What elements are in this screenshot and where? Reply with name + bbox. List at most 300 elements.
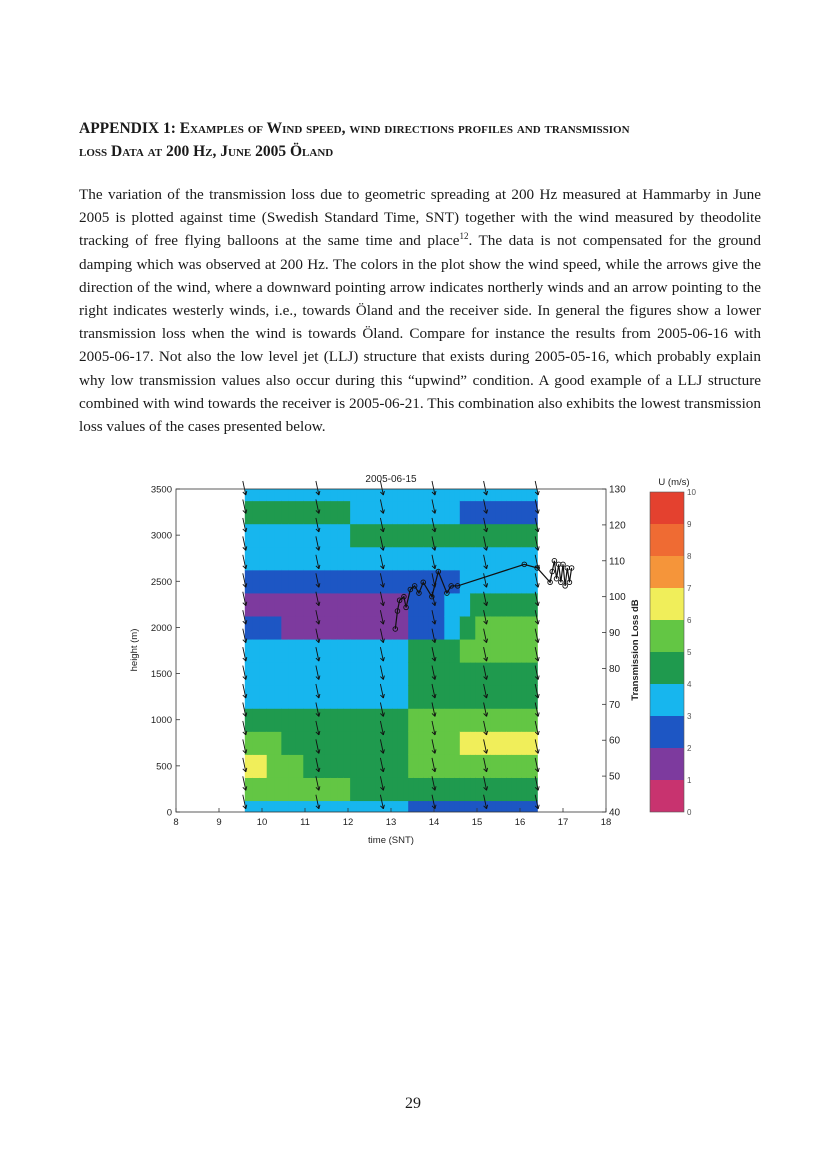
- wind-speed-cell: [303, 570, 311, 594]
- colorbar-cell: [650, 556, 684, 588]
- wind-speed-cell: [388, 777, 394, 801]
- wind-speed-cell: [506, 570, 512, 594]
- wind-speed-cell: [357, 489, 364, 501]
- wind-speed-cell: [511, 524, 517, 548]
- y2-tick-label: 40: [609, 807, 621, 819]
- wind-speed-cell: [281, 547, 289, 571]
- wind-speed-cell: [303, 639, 311, 663]
- wind-speed-cell: [517, 685, 523, 709]
- wind-speed-cell: [444, 777, 450, 801]
- wind-transmission-figure: [110, 462, 730, 862]
- colorbar-tick-label: 9: [687, 520, 692, 529]
- wind-speed-cell: [324, 501, 331, 525]
- wind-speed-cell: [267, 708, 275, 732]
- wind-speed-cell: [511, 685, 517, 709]
- wind-speed-cell: [281, 570, 289, 594]
- wind-speed-cell: [496, 524, 502, 548]
- wind-speed-cell: [460, 639, 466, 663]
- wind-speed-cell: [252, 662, 260, 686]
- wind-speed-cell: [259, 800, 267, 812]
- wind-speed-cell: [449, 685, 455, 709]
- wind-speed-cell: [517, 616, 523, 640]
- wind-speed-cell: [501, 708, 507, 732]
- body-paragraph: [79, 183, 761, 438]
- wind-speed-cell: [363, 501, 370, 525]
- wind-speed-cell: [501, 547, 507, 571]
- wind-speed-cell: [289, 800, 297, 812]
- wind-speed-cell: [337, 708, 344, 732]
- wind-speed-cell: [267, 800, 275, 812]
- wind-speed-cell: [259, 501, 267, 525]
- wind-speed-cell: [491, 639, 497, 663]
- wind-speed-cell: [344, 616, 351, 640]
- wind-speed-cell: [281, 593, 289, 617]
- wind-speed-cell: [363, 685, 370, 709]
- colorbar-tick-label: 4: [687, 680, 692, 689]
- wind-speed-cell: [413, 685, 419, 709]
- wind-speed-cell: [267, 685, 275, 709]
- wind-speed-cell: [311, 489, 319, 501]
- wind-speed-cell: [370, 708, 377, 732]
- wind-speed-cell: [388, 662, 394, 686]
- wind-speed-cell: [393, 731, 399, 755]
- wind-speed-cell: [267, 547, 275, 571]
- wind-speed-cell: [486, 616, 492, 640]
- wind-speed-cell: [357, 593, 364, 617]
- x-tick-label: 10: [256, 817, 268, 828]
- wind-speed-cell: [370, 662, 377, 686]
- y2-tick-label: 50: [609, 771, 621, 783]
- wind-speed-cell: [252, 616, 260, 640]
- wind-speed-cell: [486, 754, 492, 778]
- wind-speed-cell: [259, 731, 267, 755]
- wind-speed-cell: [517, 800, 523, 812]
- wind-speed-cell: [318, 489, 325, 501]
- wind-speed-cell: [465, 685, 471, 709]
- wind-speed-cell: [303, 708, 311, 732]
- wind-speed-cell: [296, 708, 304, 732]
- wind-speed-cell: [501, 777, 507, 801]
- wind-speed-cell: [506, 662, 512, 686]
- wind-speed-cell: [331, 570, 338, 594]
- appendix-heading: [79, 117, 759, 163]
- wind-speed-cell: [303, 731, 311, 755]
- wind-speed-cell: [470, 708, 476, 732]
- colorbar-tick-label: 10: [687, 488, 696, 497]
- wind-speed-cell: [413, 731, 419, 755]
- wind-speed-cell: [491, 593, 497, 617]
- wind-speed-cell: [296, 777, 304, 801]
- wind-speed-cell: [465, 616, 471, 640]
- wind-speed-cell: [491, 489, 497, 501]
- wind-speed-cell: [496, 731, 502, 755]
- wind-speed-cell: [408, 547, 414, 571]
- wind-speed-cell: [289, 662, 297, 686]
- wind-speed-cell: [511, 800, 517, 812]
- wind-speed-cell: [259, 662, 267, 686]
- wind-speed-cell: [267, 754, 275, 778]
- wind-speed-cell: [475, 800, 481, 812]
- wind-speed-cell: [350, 489, 357, 501]
- wind-speed-cell: [363, 593, 370, 617]
- wind-speed-cell: [480, 731, 486, 755]
- wind-speed-cell: [393, 547, 399, 571]
- wind-speed-cell: [455, 708, 461, 732]
- wind-speed-cell: [370, 547, 377, 571]
- wind-speed-cell: [337, 489, 344, 501]
- wind-speed-cell: [470, 662, 476, 686]
- wind-speed-cell: [344, 708, 351, 732]
- wind-speed-cell: [455, 547, 461, 571]
- wind-speed-cell: [408, 570, 414, 594]
- wind-speed-cell: [424, 731, 430, 755]
- wind-speed-cell: [274, 501, 282, 525]
- wind-speed-cell: [318, 662, 325, 686]
- wind-speed-cell: [370, 731, 377, 755]
- wind-speed-cell: [331, 800, 338, 812]
- wind-speed-cell: [419, 616, 425, 640]
- wind-speed-cell: [449, 777, 455, 801]
- wind-speed-cell: [408, 685, 414, 709]
- wind-speed-cell: [388, 731, 394, 755]
- wind-speed-cell: [303, 754, 311, 778]
- wind-speed-cell: [413, 570, 419, 594]
- wind-speed-cell: [517, 754, 523, 778]
- wind-speed-cell: [506, 501, 512, 525]
- wind-speed-cell: [296, 524, 304, 548]
- wind-speed-cell: [501, 662, 507, 686]
- wind-speed-cell: [296, 501, 304, 525]
- wind-speed-cell: [259, 708, 267, 732]
- wind-speed-cell: [475, 639, 481, 663]
- wind-speed-cell: [475, 777, 481, 801]
- x-tick-label: 8: [173, 817, 179, 828]
- wind-speed-cell: [303, 662, 311, 686]
- wind-speed-cell: [363, 547, 370, 571]
- wind-speed-cell: [475, 489, 481, 501]
- wind-speed-cell: [388, 524, 394, 548]
- wind-speed-cell: [475, 570, 481, 594]
- wind-speed-cell: [408, 800, 414, 812]
- wind-speed-cell: [398, 731, 404, 755]
- wind-speed-cell: [331, 489, 338, 501]
- wind-speed-cell: [517, 593, 523, 617]
- wind-speed-cell: [318, 524, 325, 548]
- wind-speed-cell: [376, 489, 383, 501]
- wind-speed-cell: [522, 501, 528, 525]
- wind-speed-cell: [465, 731, 471, 755]
- wind-speed-cell: [475, 731, 481, 755]
- wind-speed-cell: [506, 616, 512, 640]
- wind-speed-cell: [527, 616, 533, 640]
- wind-speed-cell: [501, 731, 507, 755]
- wind-speed-cell: [455, 593, 461, 617]
- wind-speed-cell: [496, 639, 502, 663]
- wind-speed-cell: [388, 800, 394, 812]
- wind-speed-cell: [449, 616, 455, 640]
- wind-speed-cell: [424, 662, 430, 686]
- wind-speed-cell: [491, 777, 497, 801]
- wind-speed-cell: [517, 777, 523, 801]
- wind-speed-cell: [439, 708, 445, 732]
- wind-speed-cell: [393, 570, 399, 594]
- wind-speed-cell: [267, 570, 275, 594]
- wind-speed-cell: [439, 777, 445, 801]
- wind-speed-cell: [496, 800, 502, 812]
- y2-tick-label: 100: [609, 592, 626, 604]
- wind-speed-cell: [393, 662, 399, 686]
- wind-speed-cell: [388, 754, 394, 778]
- wind-speed-cell: [331, 708, 338, 732]
- wind-speed-cell: [344, 524, 351, 548]
- wind-speed-cell: [424, 708, 430, 732]
- wind-speed-cell: [449, 754, 455, 778]
- wind-speed-cell: [413, 616, 419, 640]
- wind-speed-cell: [403, 524, 409, 548]
- wind-speed-cell: [465, 800, 471, 812]
- wind-speed-cell: [252, 593, 260, 617]
- wind-speed-cell: [344, 685, 351, 709]
- wind-speed-cell: [357, 501, 364, 525]
- wind-speed-cell: [517, 524, 523, 548]
- wind-speed-cell: [419, 639, 425, 663]
- y2-tick-label: 90: [609, 628, 621, 640]
- wind-speed-cell: [331, 685, 338, 709]
- wind-speed-cell: [281, 731, 289, 755]
- wind-speed-cell: [274, 708, 282, 732]
- wind-speed-cell: [289, 524, 297, 548]
- wind-speed-cell: [486, 708, 492, 732]
- y-axis-label: height (m): [129, 628, 140, 672]
- wind-speed-cell: [393, 800, 399, 812]
- wind-speed-cell: [274, 685, 282, 709]
- wind-speed-cell: [281, 616, 289, 640]
- wind-speed-cell: [475, 547, 481, 571]
- wind-speed-cell: [259, 754, 267, 778]
- wind-speed-cell: [506, 685, 512, 709]
- wind-speed-cell: [449, 547, 455, 571]
- wind-speed-cell: [444, 731, 450, 755]
- wind-speed-cell: [413, 800, 419, 812]
- wind-speed-cell: [289, 731, 297, 755]
- wind-speed-cell: [522, 639, 528, 663]
- wind-speed-cell: [460, 524, 466, 548]
- wind-speed-cell: [296, 731, 304, 755]
- wind-speed-cell: [370, 685, 377, 709]
- wind-speed-cell: [455, 639, 461, 663]
- wind-speed-cell: [337, 800, 344, 812]
- wind-speed-cell: [511, 754, 517, 778]
- wind-speed-cell: [363, 639, 370, 663]
- wind-speed-cell: [259, 547, 267, 571]
- wind-speed-cell: [413, 501, 419, 525]
- wind-speed-cell: [344, 501, 351, 525]
- wind-speed-cell: [281, 524, 289, 548]
- wind-speed-cell: [296, 662, 304, 686]
- wind-speed-cell: [324, 547, 331, 571]
- wind-speed-cell: [398, 800, 404, 812]
- wind-speed-cell: [393, 524, 399, 548]
- wind-speed-cell: [408, 662, 414, 686]
- wind-speed-cell: [527, 731, 533, 755]
- colorbar-cell: [650, 716, 684, 748]
- wind-speed-cell: [363, 616, 370, 640]
- wind-speed-cell: [388, 685, 394, 709]
- wind-speed-cell: [465, 547, 471, 571]
- wind-speed-cell: [449, 800, 455, 812]
- wind-speed-cell: [465, 593, 471, 617]
- wind-speed-cell: [331, 547, 338, 571]
- wind-speed-cell: [331, 731, 338, 755]
- wind-speed-cell: [337, 754, 344, 778]
- wind-speed-cell: [424, 501, 430, 525]
- wind-speed-cell: [350, 547, 357, 571]
- wind-speed-cell: [337, 662, 344, 686]
- wind-speed-cell: [496, 593, 502, 617]
- wind-speed-cell: [259, 616, 267, 640]
- wind-speed-cell: [363, 754, 370, 778]
- wind-speed-cell: [357, 547, 364, 571]
- y2-tick-label: 70: [609, 699, 621, 711]
- wind-speed-cell: [511, 570, 517, 594]
- wind-speed-cell: [281, 777, 289, 801]
- wind-speed-cell: [303, 489, 311, 501]
- wind-speed-cell: [424, 524, 430, 548]
- wind-speed-cell: [296, 754, 304, 778]
- wind-speed-cell: [439, 489, 445, 501]
- wind-speed-cell: [532, 731, 538, 755]
- wind-speed-cell: [267, 616, 275, 640]
- wind-speed-cell: [274, 777, 282, 801]
- wind-speed-cell: [370, 489, 377, 501]
- colorbar-tick-label: 6: [687, 616, 692, 625]
- colorbar-tick-label: 0: [687, 808, 692, 817]
- wind-speed-cell: [439, 662, 445, 686]
- y2-tick-label: 120: [609, 520, 626, 532]
- wind-speed-cell: [408, 708, 414, 732]
- wind-speed-cell: [470, 489, 476, 501]
- wind-speed-cell: [350, 800, 357, 812]
- wind-speed-cell: [511, 662, 517, 686]
- wind-speed-cell: [267, 662, 275, 686]
- wind-speed-cell: [506, 489, 512, 501]
- wind-speed-cell: [517, 501, 523, 525]
- wind-speed-cell: [455, 800, 461, 812]
- wind-speed-cell: [337, 685, 344, 709]
- wind-speed-cell: [480, 547, 486, 571]
- wind-speed-cell: [252, 489, 260, 501]
- wind-speed-cell: [470, 777, 476, 801]
- colorbar-cell: [650, 652, 684, 684]
- wind-speed-cell: [517, 708, 523, 732]
- wind-speed-cell: [350, 639, 357, 663]
- wind-speed-cell: [363, 800, 370, 812]
- wind-speed-cell: [324, 489, 331, 501]
- wind-speed-cell: [403, 800, 409, 812]
- wind-speed-cell: [274, 662, 282, 686]
- wind-speed-cell: [245, 489, 253, 501]
- wind-speed-cell: [274, 593, 282, 617]
- wind-speed-cell: [419, 731, 425, 755]
- wind-speed-cell: [259, 524, 267, 548]
- wind-speed-cell: [470, 501, 476, 525]
- wind-speed-cell: [259, 685, 267, 709]
- wind-speed-cell: [296, 570, 304, 594]
- wind-speed-cell: [501, 570, 507, 594]
- wind-speed-cell: [444, 639, 450, 663]
- wind-speed-cell: [408, 524, 414, 548]
- y-tick-label: 500: [156, 761, 172, 773]
- wind-speed-cell: [496, 489, 502, 501]
- wind-speed-cell: [527, 754, 533, 778]
- wind-speed-cell: [465, 489, 471, 501]
- wind-speed-cell: [324, 731, 331, 755]
- wind-speed-cell: [267, 731, 275, 755]
- wind-speed-cell: [486, 570, 492, 594]
- wind-speed-cell: [303, 685, 311, 709]
- wind-speed-cell: [296, 639, 304, 663]
- wind-speed-cell: [429, 731, 435, 755]
- wind-speed-cell: [449, 501, 455, 525]
- wind-speed-cell: [439, 501, 445, 525]
- wind-speed-cell: [511, 731, 517, 755]
- wind-speed-cell: [382, 662, 388, 686]
- wind-speed-cell: [398, 547, 404, 571]
- wind-speed-cell: [419, 547, 425, 571]
- wind-speed-cell: [324, 524, 331, 548]
- wind-speed-cell: [388, 639, 394, 663]
- wind-speed-cell: [363, 489, 370, 501]
- colorbar-cell: [650, 492, 684, 524]
- wind-speed-cell: [370, 570, 377, 594]
- wind-speed-cell: [465, 754, 471, 778]
- wind-speed-cell: [517, 570, 523, 594]
- colorbar-cell: [650, 588, 684, 620]
- wind-speed-cell: [296, 616, 304, 640]
- wind-speed-cell: [350, 593, 357, 617]
- wind-speed-cell: [344, 662, 351, 686]
- wind-speed-cell: [424, 800, 430, 812]
- wind-speed-cell: [337, 593, 344, 617]
- wind-speed-cell: [281, 639, 289, 663]
- wind-speed-cell: [370, 639, 377, 663]
- wind-speed-cell: [465, 524, 471, 548]
- wind-speed-cell: [289, 777, 297, 801]
- wind-speed-cell: [486, 524, 492, 548]
- wind-speed-cell: [501, 639, 507, 663]
- wind-speed-cell: [460, 731, 466, 755]
- wind-speed-cell: [439, 731, 445, 755]
- colorbar-tick-label: 5: [687, 648, 692, 657]
- wind-speed-cell: [444, 662, 450, 686]
- wind-speed-cell: [337, 616, 344, 640]
- colorbar-tick-label: 8: [687, 552, 692, 561]
- wind-speed-cell: [460, 501, 466, 525]
- wind-speed-cell: [357, 800, 364, 812]
- wind-speed-cell: [388, 501, 394, 525]
- wind-speed-cell: [419, 685, 425, 709]
- heading-line-2-text: loss Data at 200 Hz, June 2005 Öland: [79, 143, 334, 160]
- wind-speed-cell: [274, 524, 282, 548]
- wind-speed-colorbar: [650, 488, 696, 817]
- wind-speed-cell: [363, 662, 370, 686]
- wind-speed-cell: [318, 616, 325, 640]
- wind-speed-cell: [475, 616, 481, 640]
- wind-speed-cell: [511, 708, 517, 732]
- wind-speed-cell: [439, 685, 445, 709]
- wind-speed-cell: [480, 639, 486, 663]
- wind-speed-cell: [527, 639, 533, 663]
